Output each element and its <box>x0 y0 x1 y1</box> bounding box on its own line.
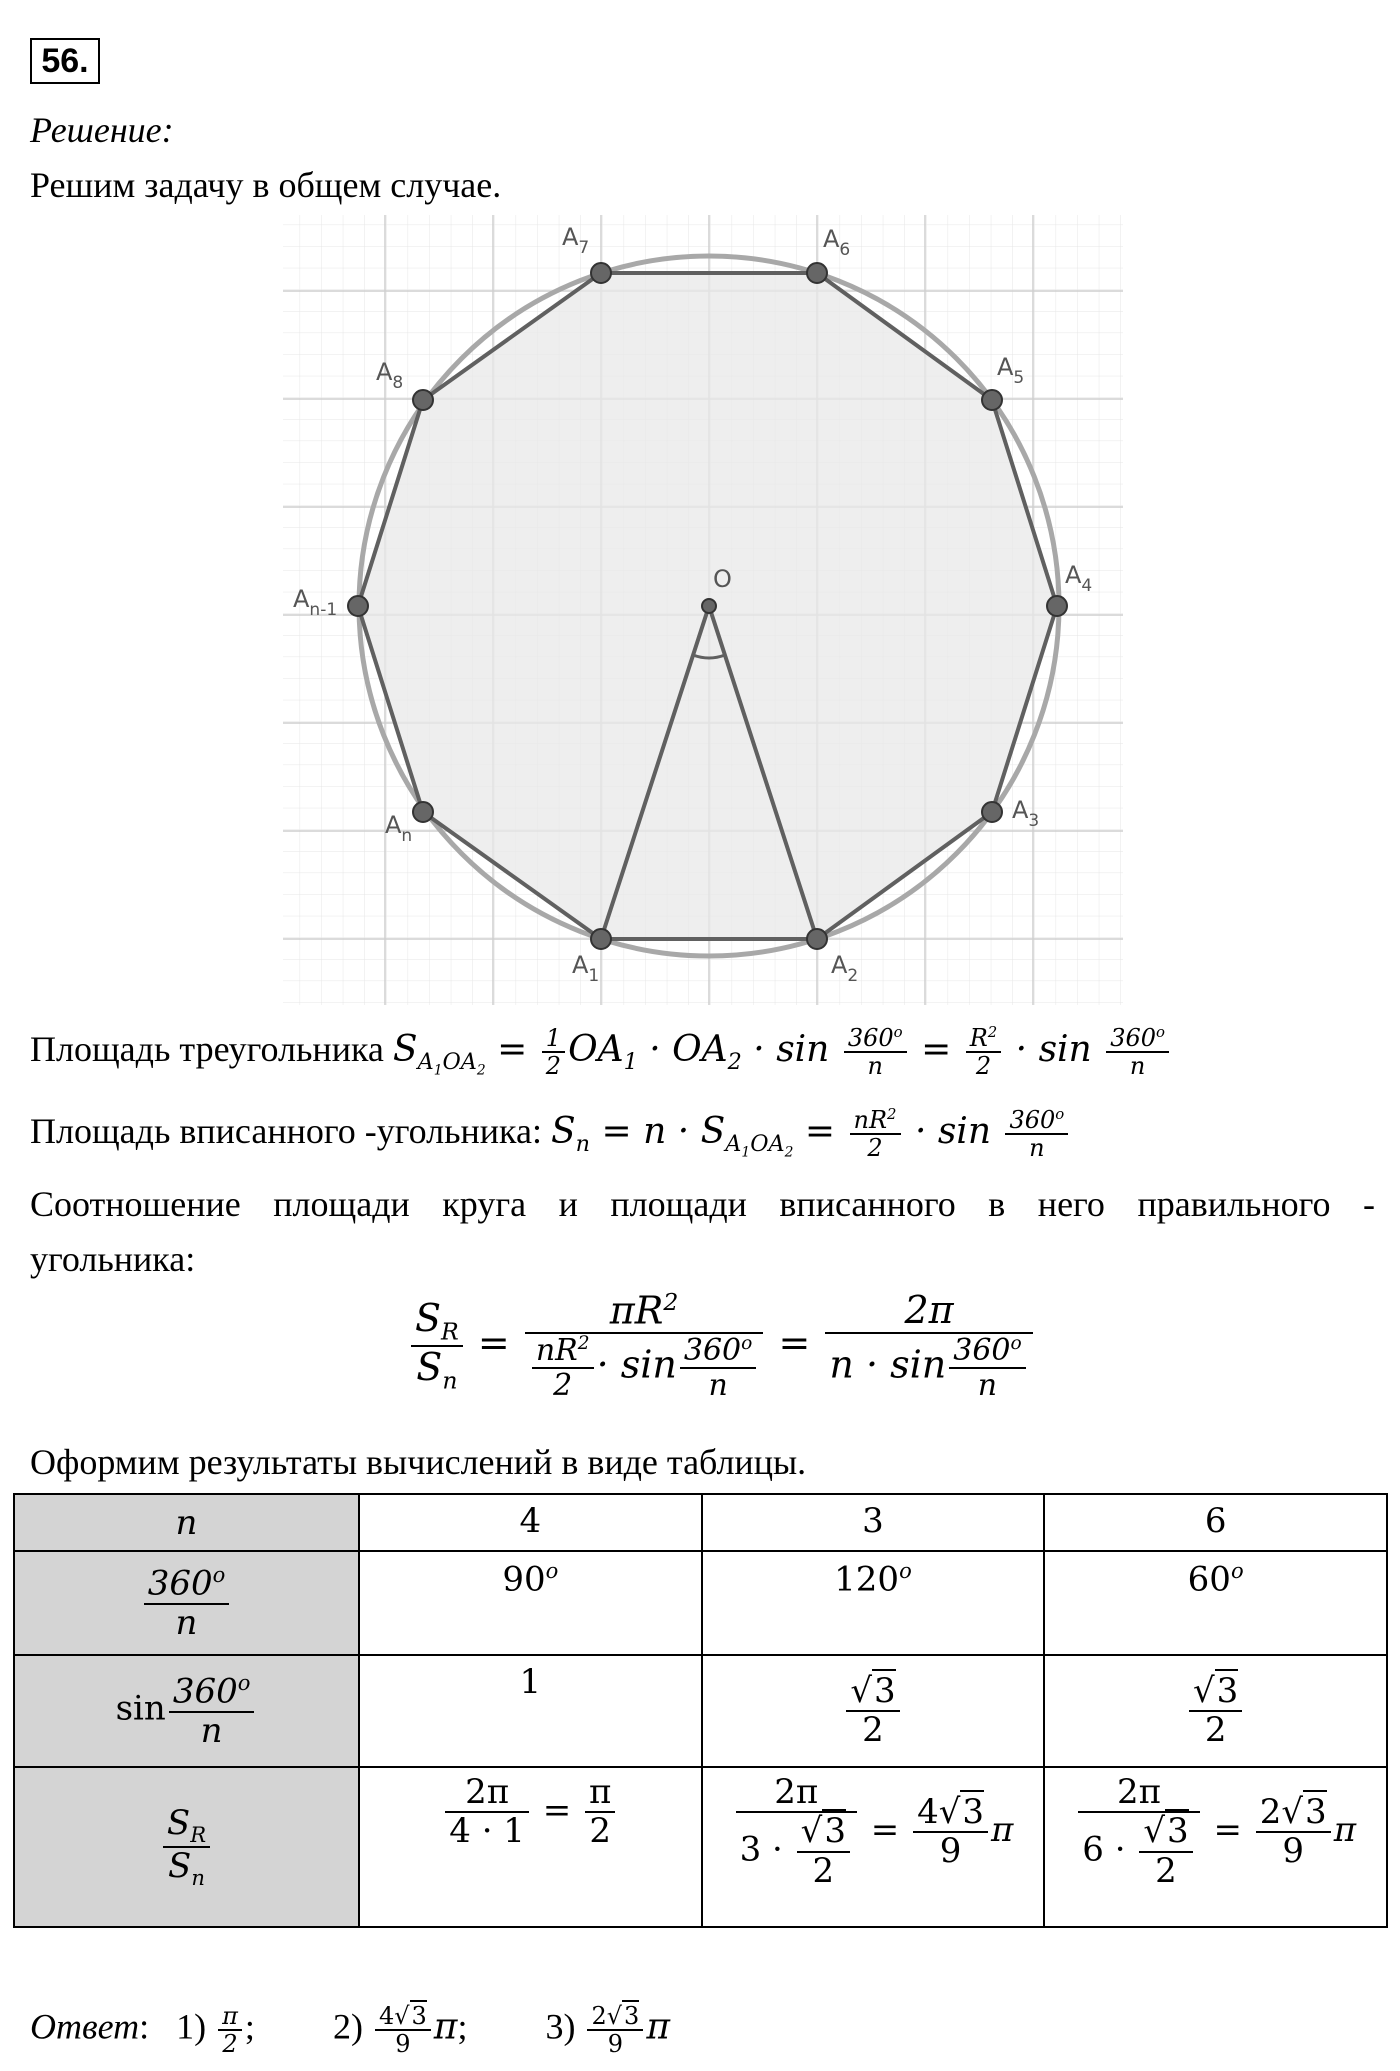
solution-label: Решение: <box>30 110 174 150</box>
vertex-an-1 <box>348 596 368 616</box>
vertex-a4 <box>1047 596 1067 616</box>
vertex-a7 <box>591 263 611 283</box>
problem-number: 56. <box>30 38 100 84</box>
cell-angle-1: 90$^o$ <box>359 1551 702 1655</box>
center-label: O <box>713 565 732 593</box>
cell-sin-1: 1 <box>359 1655 702 1767</box>
label-a3: $A_3$ <box>1012 796 1040 831</box>
header-angle: $\frac{360^o}{n}$ <box>14 1551 359 1655</box>
ratio-text-line1: Соотношение площади круга и площади вписанного в него правильного - <box>30 1184 1375 1224</box>
table-row-ratio <box>14 1767 1387 1927</box>
header-ratio: $\frac{S_R}{S_n}$ <box>14 1767 359 1927</box>
vertex-a1 <box>591 929 611 949</box>
cell-angle-2: 120$^o$ <box>702 1551 1045 1655</box>
label-a6: $A_6$ <box>823 225 851 260</box>
inscribed-area-label: Площадь вписанного -угольника: <box>30 1110 542 1151</box>
vertex-a3 <box>982 802 1002 822</box>
label-a1: $A_1$ <box>572 951 600 986</box>
cell-angle-3: 60$^o$ <box>1044 1551 1387 1655</box>
inscribed-area-line <box>30 1106 1071 1175</box>
header-n: n <box>14 1494 359 1551</box>
table-row-sin <box>14 1655 1387 1767</box>
ratio-text-line2: угольника: <box>30 1239 196 1279</box>
header-sin: sin $\frac{360^o}{n}$ <box>14 1655 359 1767</box>
answer-label: Ответ <box>30 2006 140 2047</box>
label-a2: $A_2$ <box>831 951 859 986</box>
inscribed-area-formula: $S_n = n \cdot S_{A_1OA_2}$ = $\frac{nR^2}{2}$ · sin $\frac{360^o}{n}$ <box>551 1111 1071 1152</box>
polygon-figure <box>283 215 1123 1005</box>
center-point <box>702 599 716 613</box>
vertex-a5 <box>982 390 1002 410</box>
label-a4: $A_4$ <box>1065 561 1093 596</box>
cell-n-3: 6 <box>1044 1494 1387 1551</box>
intro-text: Решим задачу в общем случае. <box>30 165 502 205</box>
answer-item-2-label: 2) <box>332 2006 363 2047</box>
vertex-an <box>413 802 433 822</box>
cell-sin-3: $\frac{√3}{2}$ <box>1044 1655 1387 1767</box>
answer-item-3-label: 3) <box>545 2006 576 2047</box>
triangle-area-line <box>30 1024 1172 1093</box>
vertex-a6 <box>807 263 827 283</box>
table-row-angle <box>14 1551 1387 1655</box>
vertex-a2 <box>807 929 827 949</box>
ratio-formula: $\frac{S_R}{S_n}$ = $\pi R^2$ $\frac{nR^2}{2}$ · sin $\frac{360^o}{n}$ = 2π n · sin $\frac{360^o}{n}$ <box>408 1290 1036 1402</box>
label-an: $A_n$ <box>385 811 413 846</box>
cell-sin-2: $\frac{√3}{2}$ <box>702 1655 1045 1767</box>
cell-ratio-3: 2π 6 · $\frac{√3}{2}$ = $\frac{2√3}{9}$ π <box>1044 1767 1387 1927</box>
cell-ratio-2: 2π 3 · $\frac{√3}{2}$ = $\frac{4√3}{9}$ π <box>702 1767 1045 1927</box>
label-a8: $A_8$ <box>376 358 404 393</box>
label-an-1: $A_{n-1}$ <box>293 585 338 620</box>
answer-line: Ответ: 1) $\frac{\pi}{2}$ ; 2) $\frac{4√3}{9}$ π; 3) $\frac{2√3}{9}$ π <box>30 2002 670 2059</box>
table-row-n <box>14 1494 1387 1551</box>
triangle-area-formula: $S_{A_1OA_2}$ = $\frac{1}{2}$ $OA_1 \cdot OA_2 \cdot \sin$ $\frac{360^o}{n}$ = $\frac{R^2}{2}$ · sin $\frac{360^o}{n}$ <box>393 1029 1172 1070</box>
results-table <box>13 1493 1388 1928</box>
vertex-a8 <box>413 390 433 410</box>
label-a7: $A_7$ <box>562 223 590 258</box>
table-intro: Оформим результаты вычислений в виде таблицы. <box>30 1442 807 1482</box>
triangle-area-label: Площадь треугольника <box>30 1028 384 1069</box>
cell-ratio-1: $\frac{2\pi}{4 \cdot 1}$ = $\frac{\pi}{2}$ <box>359 1767 702 1927</box>
cell-n-2: 3 <box>702 1494 1045 1551</box>
label-a5: $A_5$ <box>997 353 1025 388</box>
cell-n-1: 4 <box>359 1494 702 1551</box>
answer-item-1-label: 1) <box>176 2006 207 2047</box>
